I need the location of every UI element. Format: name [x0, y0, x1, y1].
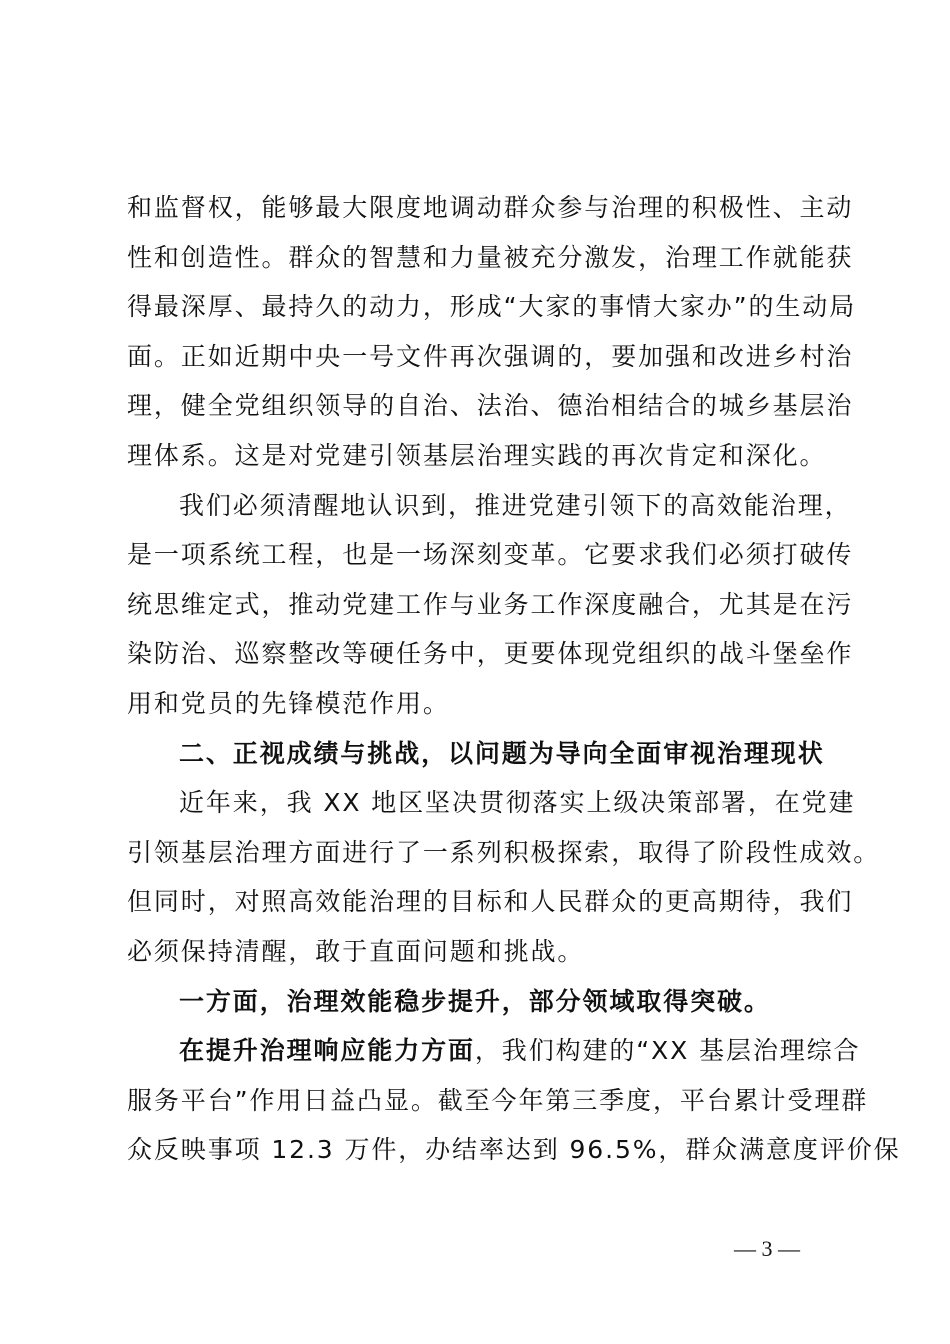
paragraph-line: 理体系。这是对党建引领基层治理实践的再次肯定和深化。 [127, 440, 827, 470]
paragraph-line: 统思维定式，推动党建工作与业务工作深度融合，尤其是在污 [127, 589, 854, 619]
paragraph-line: 我们必须清醒地认识到，推进党建引领下的高效能治理， [179, 490, 852, 520]
paragraph-line: 是一项系统工程，也是一场深刻变革。它要求我们必须打破传 [127, 540, 854, 570]
paragraph-line: 众反映事项 12.3 万件，办结率达到 96.5%，群众满意度评价保 [127, 1135, 901, 1165]
paragraph-line: 性和创造性。群众的智慧和力量被充分激发，治理工作就能获 [127, 242, 854, 272]
paragraph-line: 必须保持清醒，敢于直面问题和挑战。 [127, 936, 585, 966]
paragraph-line: 但同时，对照高效能治理的目标和人民群众的更高期待，我们 [127, 887, 854, 917]
paragraph-line: 用和党员的先锋模范作用。 [127, 688, 450, 718]
paragraph-line: 面。正如近期中央一号文件再次强调的，要加强和改进乡村治 [127, 341, 854, 371]
line-text: ，我们构建的“XX 基层治理综合 [474, 1036, 861, 1066]
paragraph-line: 染防治、巡察整改等硬任务中，更要体现党组织的战斗堡垒作 [127, 639, 854, 669]
paragraph-line: 理，健全党组织领导的自治、法治、德治相结合的城乡基层治 [127, 391, 854, 421]
paragraph-line: 得最深厚、最持久的动力，形成“大家的事情大家办”的生动局 [127, 292, 857, 322]
section-heading: 二、正视成绩与挑战，以问题为导向全面审视治理现状 [179, 738, 825, 768]
paragraph-line: 近年来，我 XX 地区坚决贯彻落实上级决策部署，在党建 [179, 788, 856, 818]
paragraph-line: 和监督权，能够最大限度地调动群众参与治理的积极性、主动 [127, 193, 854, 222]
page-number: — 3 — [734, 1236, 800, 1261]
paragraph-line: 服务平台”作用日益凸显。截至今年第三季度，平台累计受理群 [127, 1085, 869, 1115]
bold-lead-phrase: 在提升治理响应能力方面 [179, 1036, 475, 1066]
document-body [127, 183, 901, 1175]
paragraph-line [127, 1026, 861, 1076]
subsection-heading: 一方面，治理效能稳步提升，部分领域取得突破。 [179, 986, 771, 1016]
paragraph-line: 引领基层治理方面进行了一系列积极探索，取得了阶段性成效。 [127, 837, 881, 867]
